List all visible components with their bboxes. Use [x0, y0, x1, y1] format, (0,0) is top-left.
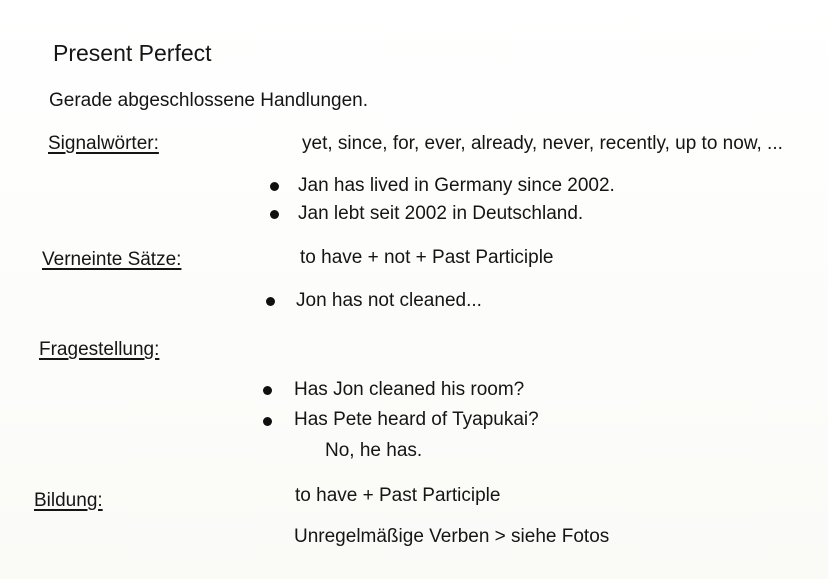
bullet-icon [263, 417, 272, 426]
bullet-icon [263, 386, 272, 395]
signal-words-list: yet, since, for, ever, already, never, recently, up to now, ... [302, 133, 783, 154]
bullet-icon [266, 297, 275, 306]
question-example-2: Has Pete heard of Tyapukai? [294, 409, 539, 430]
bullet-icon [270, 210, 279, 219]
bullet-icon [270, 182, 279, 191]
negation-rule: to have + not + Past Participle [300, 247, 554, 268]
question-example-1: Has Jon cleaned his room? [294, 379, 525, 400]
signal-example-1: Jan has lived in Germany since 2002. [298, 175, 615, 196]
page-subtitle: Gerade abgeschlossene Handlungen. [49, 90, 369, 111]
signal-example-2: Jan lebt seit 2002 in Deutschland. [298, 203, 584, 224]
formation-heading: Bildung: [34, 490, 103, 511]
questions-heading: Fragestellung: [39, 339, 160, 360]
signal-words-heading: Signalwörter: [48, 133, 159, 154]
negation-heading: Verneinte Sätze: [42, 249, 182, 270]
page-title: Present Perfect [53, 40, 212, 66]
question-answer: No, he has. [325, 440, 423, 461]
formation-rule: to have + Past Participle [295, 485, 501, 506]
negation-example-1: Jon has not cleaned... [296, 290, 482, 311]
formation-note: Unregelmäßige Verben > siehe Fotos [294, 526, 610, 547]
